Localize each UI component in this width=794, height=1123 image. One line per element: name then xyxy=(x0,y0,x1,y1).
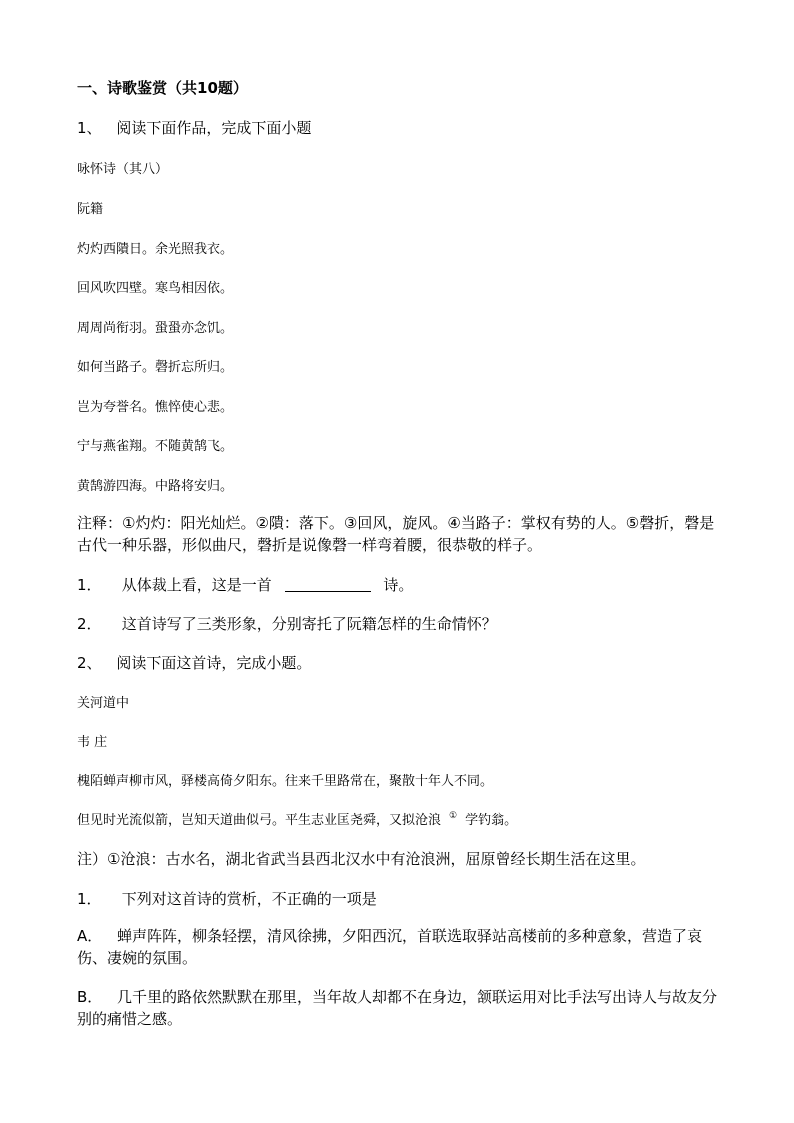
question-2-number: 2、 xyxy=(77,654,102,672)
answer-blank[interactable] xyxy=(285,577,371,592)
poem-2-note: 注）①沧浪：古水名，湖北省武当县西北汉水中有沧浪洲，屈原曾经长期生活在这里。 xyxy=(77,850,646,868)
poem-1-author: 阮籍 xyxy=(77,202,104,217)
poem-1-line: 灼灼西隤日。余光照我衣。 xyxy=(77,242,234,257)
poem-2-title: 关河道中 xyxy=(77,696,130,711)
question-1-number: 1、 xyxy=(77,119,102,137)
poem-2-line: 槐陌蝉声柳市风，驿楼高倚夕阳东。往来千里路常在，聚散十年人不同。 xyxy=(77,774,494,789)
option-label: A． xyxy=(77,927,103,945)
sub-question-number: 1． xyxy=(77,890,102,908)
sub-question-number: 1． xyxy=(77,576,102,594)
poem-1-line: 宁与燕雀翔。不随黄鹄飞。 xyxy=(77,439,234,454)
poem-1-line: 岂为夸誉名。憔悴使心悲。 xyxy=(77,400,234,415)
question-1-sub-2 xyxy=(77,613,497,634)
option-label: B． xyxy=(77,988,103,1006)
poem-2-line-text: 但见时光流似箭，岂知天道曲似弓。平生志业匡尧舜，又拟沧浪 xyxy=(77,813,442,828)
option-text: 几千里的路依然默默在那里，当年故人却都不在身边，颔联运用对比手法写出诗人与故友分别的痛惜之感。 xyxy=(77,988,718,1028)
question-2-header xyxy=(77,652,311,673)
poem-1-line: 回风吹四壁。寒鸟相因依。 xyxy=(77,281,234,296)
sub-question-text: 从体裁上看，这是一首 xyxy=(121,576,272,594)
option-a[interactable] xyxy=(77,925,727,969)
option-b[interactable] xyxy=(77,986,727,1030)
sub-question-text-tail: 诗。 xyxy=(383,576,414,594)
poem-1-line: 黄鹄游四海。中路将安归。 xyxy=(77,479,234,494)
poem-2-line-text-tail: 学钓翁。 xyxy=(465,813,518,828)
sub-question-text: 下列对这首诗的赏析，不正确的一项是 xyxy=(121,890,377,908)
question-1-header xyxy=(77,117,311,138)
poem-2-line xyxy=(77,809,517,828)
question-1-prompt: 阅读下面作品，完成下面小题 xyxy=(116,119,312,137)
question-1-sub-1 xyxy=(77,574,413,595)
poem-1-title: 咏怀诗（其八） xyxy=(77,162,169,177)
sub-question-text: 这首诗写了三类形象，分别寄托了阮籍怎样的生命情怀？ xyxy=(121,615,497,633)
section-title: 一、诗歌鉴赏（共10题） xyxy=(77,79,248,97)
option-text: 蝉声阵阵，柳条轻摆，清风徐拂，夕阳西沉，首联选取驿站高楼前的多种意象，营造了哀伤、凄婉的氛围。 xyxy=(77,927,703,967)
footnote-marker: ① xyxy=(449,811,458,821)
question-2-prompt: 阅读下面这首诗，完成小题。 xyxy=(116,654,312,672)
question-2-sub-1 xyxy=(77,888,377,909)
poem-2-author: 韦 庄 xyxy=(77,735,108,750)
poem-1-line: 周周尚衔羽。蛩蛩亦念饥。 xyxy=(77,321,234,336)
poem-1-line: 如何当路子。磬折忘所归。 xyxy=(77,360,234,375)
sub-question-number: 2． xyxy=(77,615,102,633)
poem-1-notes: 注释：①灼灼：阳光灿烂。②隤：落下。③回风，旋风。④当路子：掌权有势的人。⑤磬折，磬是古代一种乐器，形似曲尺，磬折是说像磬一样弯着腰，很恭敬的样子。 xyxy=(77,514,715,554)
